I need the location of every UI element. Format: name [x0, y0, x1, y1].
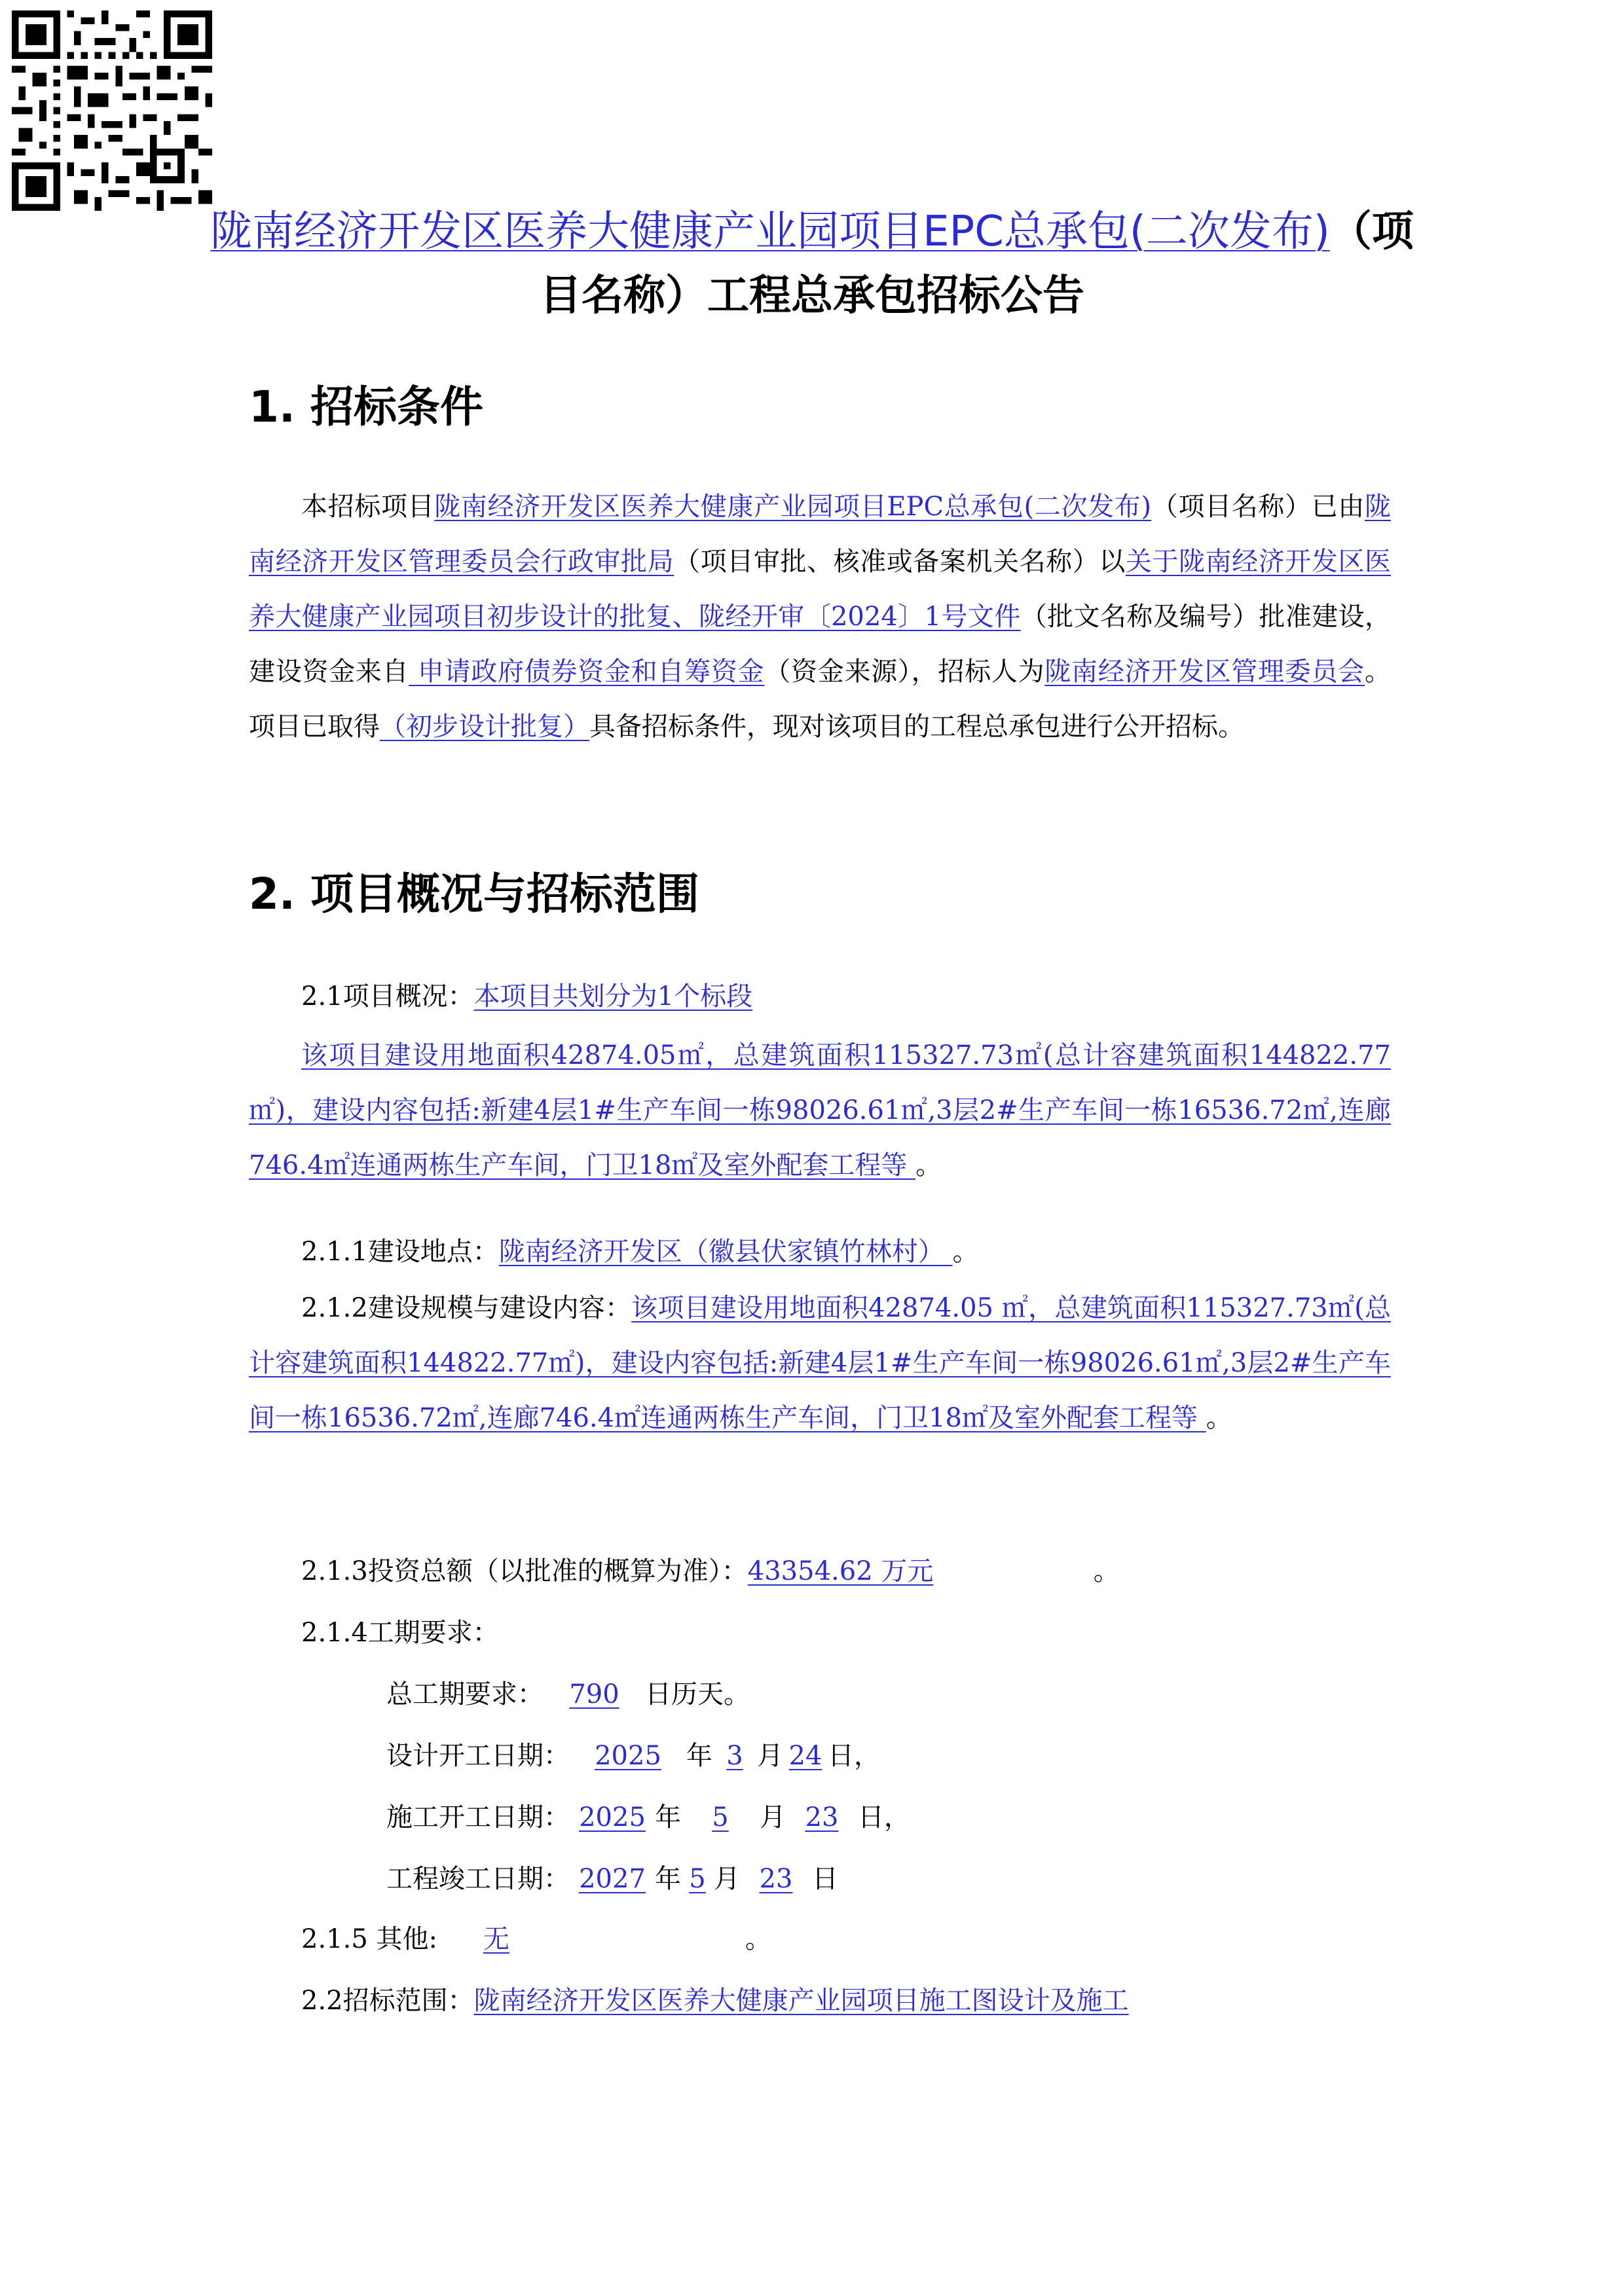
construct-day[interactable]: 23 — [805, 1802, 839, 1832]
title-project-name[interactable]: 陇南经济开发区医养大健康产业园项目EPC总承包(二次发布) — [210, 208, 1330, 256]
design-start-line: 设计开工日期： 2025 年 3 月 24 日， — [386, 1741, 880, 1771]
overview-value[interactable]: 本项目共划分为1个标段 — [473, 981, 753, 1011]
title-suffix: （项目名称）工程总承包招标公告 — [540, 208, 1414, 320]
approval-doc[interactable]: 关于陇南经济开发区医养大健康产业园项目初步设计的批复、陇经开审〔2024〕1号文件 — [249, 547, 1392, 632]
section1-heading: 1. 招标条件 — [249, 382, 483, 432]
conditions[interactable]: （初步设计批复） — [380, 712, 589, 742]
tenderer[interactable]: 陇南经济开发区管理委员会 — [1044, 657, 1365, 687]
scope-line: 2.2招标范围：陇南经济开发区医养大健康产业园项目施工图设计及施工 — [301, 1980, 1247, 2017]
period-label: 2.1.4工期要求： — [301, 1618, 499, 1648]
other-value[interactable]: 无 — [483, 1924, 509, 1954]
construct-month[interactable]: 5 — [712, 1802, 729, 1832]
complete-day[interactable]: 23 — [759, 1864, 793, 1894]
completion-line: 工程竣工日期： 2027 年 5 月 23 日 — [386, 1864, 838, 1894]
scale-line: 2.1.2建设规模与建设内容：该项目建设用地面积42874.05 ㎡，总建筑面积115327.73㎡(总计容建筑面积144822.77㎡)，建设内容包括:新建4层1#生产车间一栋98026.61㎡,3层2#生产车间一栋16536.72㎡,连廊746.4㎡连通两栋生产车间，门卫18㎡及室外配套工程等 。 — [249, 1293, 1391, 1433]
construction-start-line: 施工开工日期： 2025 年 5 月 23 日， — [386, 1802, 910, 1832]
section2-heading: 2. 项目概况与招标范围 — [249, 869, 699, 919]
overview-desc-text[interactable]: 该项目建设用地面积42874.05㎡，总建筑面积115327.73㎡(总计容建筑面积144822.77㎡)，建设内容包括:新建4层1#生产车间一栋98026.61㎡,3层2#生产车间一栋16536.72㎡,连廊746.4㎡连通两栋生产车间，门卫18㎡及室外配套工程等 — [249, 1040, 1391, 1180]
location-line: 2.1.1建设地点：陇南经济开发区（徽县伏家镇竹林村） 。 — [301, 1237, 979, 1267]
complete-month[interactable]: 5 — [689, 1864, 706, 1894]
scale-value[interactable]: 该项目建设用地面积42874.05 ㎡，总建筑面积115327.73㎡(总计容建筑面积144822.77㎡)，建设内容包括:新建4层1#生产车间一栋98026.61㎡,3层2#生产车间一栋16536.72㎡,连廊746.4㎡连通两栋生产车间，门卫18㎡及室外配套工程等 — [249, 1293, 1391, 1433]
scope-value[interactable]: 陇南经济开发区医养大健康产业园项目施工图设计及施工 — [473, 1986, 1129, 2016]
design-year[interactable]: 2025 — [595, 1741, 661, 1771]
project-name-link[interactable]: 陇南经济开发区医养大健康产业园项目EPC总承包(二次发布) — [434, 492, 1152, 522]
overview-desc: 该项目建设用地面积42874.05㎡，总建筑面积115327.73㎡(总计容建筑面积144822.77㎡)，建设内容包括:新建4层1#生产车间一栋98026.61㎡,3层2#生产车间一栋16536.72㎡,连廊746.4㎡连通两栋生产车间，门卫18㎡及室外配套工程等 。 — [249, 1040, 1391, 1180]
invest-line: 2.1.3投资总额（以批准的概算为准）：43354.62 万元 。 — [301, 1550, 1120, 1588]
total-days[interactable]: 790 — [569, 1679, 619, 1709]
overview-line: 2.1项目概况：本项目共划分为1个标段 — [301, 981, 753, 1011]
design-month[interactable]: 3 — [726, 1741, 743, 1771]
page-title — [196, 200, 1428, 328]
section1-body: 本招标项目陇南经济开发区医养大健康产业园项目EPC总承包(二次发布)（项目名称）已由陇南经济开发区管理委员会行政审批局（项目审批、核准或备案机关名称）以关于陇南经济开发区医养大健康产业园项目初步设计的批复、陇经开审〔2024〕1号文件（批文名称及编号）批准建设，建设资金来自 申请政府债券资金和自筹资金（资金来源），招标人为陇南经济开发区管理委员会。项目已取得（初步设计批复）具备招标条件，现对该项目的工程总承包进行公开招标。 — [249, 492, 1392, 742]
invest-value[interactable]: 43354.62 万元 — [747, 1556, 934, 1586]
other-line: 2.1.5 其他: 无 。 — [301, 1918, 771, 1956]
total-period-line: 总工期要求： 790 日历天。 — [386, 1679, 750, 1709]
complete-year[interactable]: 2027 — [579, 1864, 646, 1894]
fund-source[interactable]: 申请政府债券资金和自筹资金 — [409, 657, 765, 687]
location-value[interactable]: 陇南经济开发区（徽县伏家镇竹林村） — [498, 1237, 953, 1267]
qr-code-icon — [12, 10, 212, 211]
design-day[interactable]: 24 — [788, 1741, 822, 1771]
approval-authority[interactable]: 陇南经济开发区管理委员会行政审批局 — [249, 492, 1392, 577]
construct-year[interactable]: 2025 — [579, 1802, 646, 1832]
